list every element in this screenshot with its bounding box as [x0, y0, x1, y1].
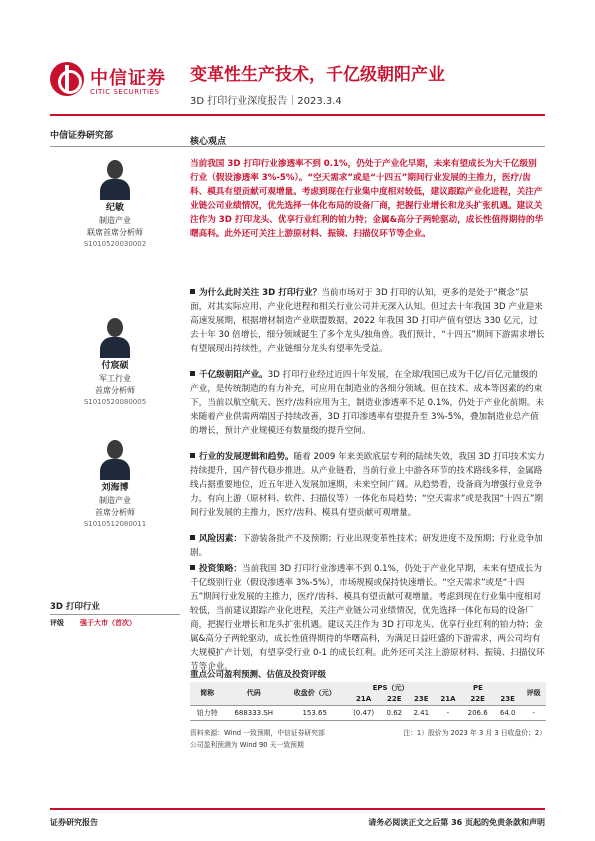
- col-header-year: 23E: [408, 694, 435, 705]
- analyst-card: [50, 440, 180, 530]
- square-bullet-icon: [190, 371, 195, 376]
- cell-eps: 2.41: [408, 705, 435, 720]
- core-view-heading: 核心观点: [190, 137, 227, 147]
- analyst-sector: 制造产业: [99, 216, 131, 225]
- bullet-heading: 行业的发展逻辑和趋势。: [199, 452, 294, 462]
- header-divider: [50, 114, 545, 116]
- bullet-text: 3D 打印行业经过近四十年发展，在全球/我国已成为千亿/百亿元量级的产业，是传统制造的有力补充，可应用在制造业的各细分领域。但在技术、成本等因素的约束下，当前以航空航天、医疗/齿科应用为主，制造业渗透率不足 0.1%，仍处于产业化前期。未来随着产业供需两端因子持续改善，3D 打印渗透率有望提升至 3%-5%，叠加制造业总产值的增长，预计产业规模还有数量级的提升空间。: [190, 370, 545, 436]
- left-column: [50, 128, 180, 141]
- bullet-text: 当前我国 3D 打印行业渗透率不到 0.1%，仍处于产业化早期，未来有望成长为千亿级别行业（假设渗透率 3%-5%），市场规模或保持快速增长。“空天需求”或是“十四五”期间行业发展的主推力，医疗/齿科、模具有望贡献可观增量。考虑到现在行业集中度相对较低，当前建议跟踪产业化进程，关注产业链公司业绩情况，优先选择一体化布局的设备厂商，把握行业增长和龙头扩张机遇。建议关注作为 3D 打印龙头、优享行业红利的铂力特；金属&高分子两轮驱动，成长性值得期待的华曙高科，为满足日益旺盛的下游需求，两公司均有大规模扩产计划，有望享受行业 0-1 的成长红利。此外还可关注上游原材料、振镜、扫描仪环节等企业。: [190, 564, 545, 672]
- bullet-paragraph: [190, 450, 545, 520]
- forecast-table: [190, 682, 546, 721]
- institute-name: 中信证券研究部: [50, 131, 114, 141]
- cell-pe: 206.6: [461, 705, 494, 720]
- report-subtitle: 3D 打印行业深度报告｜2023.3.4: [190, 96, 342, 107]
- col-header-year: 23E: [494, 694, 521, 705]
- analyst-title: 首席分析师: [95, 386, 135, 395]
- analyst-title: 首席分析师: [95, 508, 135, 517]
- cell-eps: 0.62: [381, 705, 408, 720]
- bullet-text: 下游装备批产不及预期；行业出现变革性技术；研发进度不及预期；行业竞争加剧。: [190, 534, 543, 558]
- cell-eps: (0.47): [346, 705, 380, 720]
- rating-label: 评级: [50, 619, 64, 627]
- analyst-title: 联席首席分析师: [87, 228, 143, 237]
- footer-disclaimer: 请务必阅读正文之后第 36 页起的免责条款和声明: [368, 818, 545, 827]
- analyst-photo: [98, 318, 132, 358]
- analyst-card: [50, 318, 180, 408]
- bullet-heading: 为什么此时关注 3D 打印行业？: [199, 288, 322, 298]
- rating-value: 强于大市（首次）: [80, 619, 136, 627]
- bullet-paragraph: [190, 286, 545, 356]
- analyst-name: 刘海博: [101, 483, 129, 493]
- report-title: 变革性生产技术，千亿级朝阳产业: [190, 65, 445, 85]
- analyst-sector: 制造产业: [99, 496, 131, 505]
- brand-name-cn: 中信证券: [90, 68, 166, 89]
- analyst-name: 纪敏: [105, 203, 124, 213]
- table-row: [190, 705, 546, 720]
- source-text: 资料来源：Wind 一致预期，中信证券研究部: [190, 729, 325, 737]
- bullet-text: 当前市场对于 3D 打印的认知，更多的是处于“概念”层面，对其实际应用、产业化进程和相关行业公司并无深入认知。但过去十年我国 3D 产业迎来高速发展期，根据增材制造产业联盟数据，2022 年我国 3D 打印产值有望达 330 亿元，过去十年 30 倍增长，细分领域诞生了多个龙头/独角兽。我们预计，“十四五”期间下游需求增长有望展现出持续性，产业链细分龙头有望率先受益。: [190, 288, 545, 354]
- analyst-code: S1010520080005: [83, 398, 147, 406]
- section-divider: [50, 146, 545, 147]
- square-bullet-icon: [190, 289, 195, 294]
- bullet-heading: 风险因素：: [199, 534, 242, 544]
- col-header-price: 收盘价（元）: [283, 682, 346, 705]
- col-header-year: 21A: [346, 694, 380, 705]
- bullet-text: 随着 2009 年来美欧底层专利的陆续失效，我国 3D 打印技术实力持续提升，国产替代稳步推进。从产业链看，当前行业上中游各环节的技术路线多样，金属路线占据重要地位，近五年进入发展加速期，未来空间广阔。从趋势看，设备商为增强行业竞争力，有向上游（原材料、软件、扫描仪等）一体化布局趋势；“空天需求”或是我国“十四五”期间行业发展的主推力，医疗/齿科、模具有望贡献可观增量。: [190, 452, 545, 518]
- analyst-code: S1010520030002: [83, 240, 147, 248]
- cell-pe: -: [435, 705, 461, 720]
- cell-code: 688333.SH: [224, 705, 283, 720]
- analyst-name: 付宸硕: [101, 361, 129, 371]
- bullet-paragraph: [190, 532, 545, 560]
- col-header-code: 代码: [224, 682, 283, 705]
- industry-rating-box: [50, 600, 180, 628]
- col-header-pe: PE: [435, 682, 521, 694]
- forecast-table-title: 重点公司盈利预测、估值及投资评级: [190, 670, 327, 680]
- source-note: 注：1）股价为 2023 年 3 月 3 日收盘价；2）: [403, 729, 546, 737]
- col-header-year: 22E: [461, 694, 494, 705]
- col-header-year: 21A: [435, 694, 461, 705]
- core-view-summary: 当前我国 3D 打印行业渗透率不到 0.1%，仍处于产业化早期，未来有望成长为大千亿级别行业（假设渗透率 3%-5%）。“空天需求”或是“十四五”期间行业发展的主推力，医疗/齿科、模具有望贡献可观增量。考虑到现在行业集中度相对较低，建议跟踪产业化进程，关注产业链公司业绩情况，优先选择一体化布局的设备厂商，把握行业增长和龙头扩张机遇。建议关注作为 3D 打印龙头、优享行业红利的铂力特；金属&高分子两轮驱动，成长性值得期待的华曙高科。此外还可关注上游原材料、振镜、扫描仪环节等企业。: [190, 159, 544, 239]
- cell-name: 铂力特: [190, 705, 224, 720]
- brand-name-en: CITIC SECURITIES: [90, 88, 160, 96]
- analyst-photo: [98, 440, 132, 480]
- cell-price: 153.65: [283, 705, 346, 720]
- col-header-eps: EPS（元）: [346, 682, 434, 694]
- square-bullet-icon: [190, 535, 195, 540]
- square-bullet-icon: [190, 453, 195, 458]
- col-header-rating: 评级: [521, 682, 546, 705]
- square-bullet-icon: [190, 565, 195, 570]
- citic-logo-icon: [50, 62, 84, 96]
- bullet-paragraph: [190, 368, 545, 438]
- brand-logo: [50, 62, 192, 100]
- col-header-year: 22E: [381, 694, 408, 705]
- bullet-heading: 投资策略：: [199, 564, 242, 574]
- source-note-cont: 公司盈利预测为 Wind 90 天一致预期: [190, 741, 304, 749]
- analyst-sector: 军工行业: [99, 374, 131, 383]
- analyst-code: S1010512080011: [83, 520, 147, 528]
- footer-label: 证券研究报告: [50, 818, 98, 827]
- analyst-photo: [98, 160, 132, 200]
- cell-rating: -: [521, 705, 546, 720]
- col-header-name: 简称: [190, 682, 224, 705]
- analyst-card: [50, 160, 180, 250]
- bullet-paragraph: [190, 562, 545, 674]
- industry-name: 3D 打印行业: [50, 600, 180, 615]
- bullet-heading: 千亿级朝阳产业。: [199, 370, 268, 380]
- table-source: [190, 727, 546, 751]
- cell-pe: 64.0: [494, 705, 521, 720]
- footer-divider: [50, 808, 545, 810]
